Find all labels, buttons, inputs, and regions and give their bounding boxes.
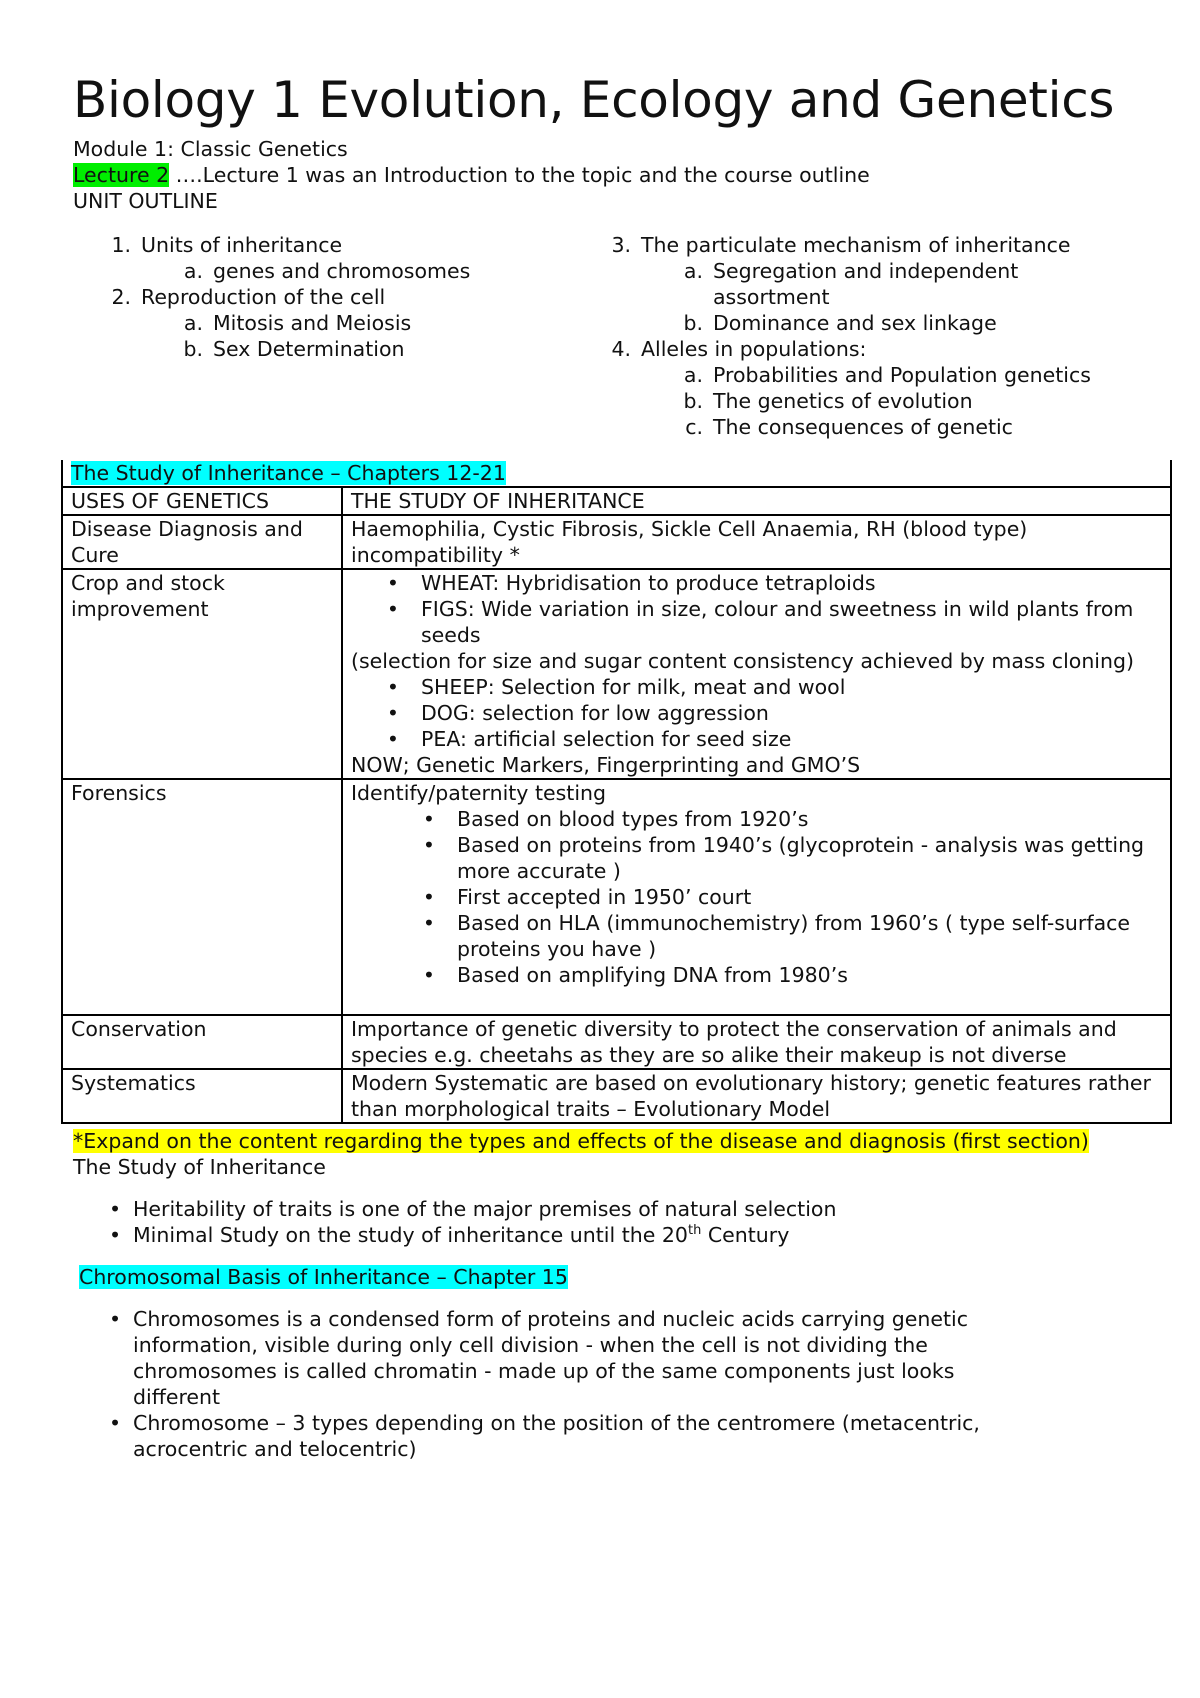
list-item: • Chromosome – 3 types depending on the position of the centromere (metacentric, acrocentric and telocentric) <box>73 1410 1173 1462</box>
list-item: • Heritability of traits is one of the major premises of natural selection <box>73 1196 1173 1222</box>
table-row <box>62 1015 1171 1069</box>
crop-note: (selection for size and sugar content consistency achieved by mass cloning) <box>351 649 1135 673</box>
bullet-icon: • <box>422 833 435 857</box>
list-item: • PEA: artificial selection for seed size <box>351 726 1162 752</box>
unit-outline <box>73 232 1173 440</box>
list-item: • Based on blood types from 1920’s <box>351 806 1162 832</box>
document-page <box>73 70 1173 1462</box>
row-label: Systematics <box>62 1069 342 1123</box>
outline-item: 1. Units of inheritance <box>111 233 343 257</box>
bullet-icon: • <box>422 911 435 935</box>
row-label: Disease Diagnosis and Cure <box>62 515 342 569</box>
table-caption-row <box>62 460 1171 487</box>
bullet-icon: • <box>422 963 435 987</box>
inheritance-table <box>61 460 1172 1124</box>
outline-subitem: a. genes and chromosomes <box>183 259 471 283</box>
outline-right-column <box>573 232 1133 440</box>
outline-item: 3. The particulate mechanism of inheritance <box>611 233 1071 257</box>
outline-subitem: c. The consequences of genetic <box>685 415 1013 439</box>
bullet-icon: • <box>386 597 399 621</box>
bullet-icon: • <box>109 1197 122 1221</box>
bullet-icon: • <box>386 727 399 751</box>
list-item: • Based on amplifying DNA from 1980’s <box>351 962 1162 988</box>
list-item: • WHEAT: Hybridisation to produce tetraploids <box>351 570 1162 596</box>
row-label: Crop and stock improvement <box>62 569 342 779</box>
expand-note: *Expand on the content regarding the types and effects of the disease and diagnosis (first section) <box>73 1129 1089 1153</box>
row-label: Conservation <box>62 1015 342 1069</box>
outline-subitem: b. Sex Determination <box>183 337 405 361</box>
row-content: Importance of genetic diversity to protect the conservation of animals and species e.g. cheetahs as they are so alike their makeup is not diverse <box>342 1015 1171 1069</box>
chromosomal-heading: Chromosomal Basis of Inheritance – Chapter 15 <box>79 1265 568 1289</box>
list-item: • Based on proteins from 1940’s (glycoprotein - analysis was getting more accurate ) <box>351 832 1162 884</box>
chromosomal-heading-block <box>73 1264 1173 1290</box>
row-content: Haemophilia, Cystic Fibrosis, Sickle Cell Anaemia, RH (blood type) incompatibility * <box>342 515 1171 569</box>
bullet-icon: • <box>422 885 435 909</box>
table-row <box>62 1069 1171 1123</box>
outline-subitem: a. Mitosis and Meiosis <box>183 311 412 335</box>
forensics-intro: Identify/paternity testing <box>351 781 607 805</box>
outline-subitem: b. Dominance and sex linkage <box>683 311 997 335</box>
list-item: • FIGS: Wide variation in size, colour and sweetness in wild plants from seeds <box>351 596 1162 648</box>
bullet-icon: • <box>109 1411 122 1435</box>
bullet-icon: • <box>386 701 399 725</box>
row-content <box>342 569 1171 779</box>
bullet-icon: • <box>386 571 399 595</box>
module-line: Module 1: Classic Genetics <box>73 137 348 161</box>
table-row <box>62 515 1171 569</box>
expand-note-block <box>73 1128 1173 1154</box>
outline-subitem: b. The genetics of evolution <box>683 389 973 413</box>
list-item: • Based on HLA (immunochemistry) from 1960’s ( type self-surface proteins you have ) <box>351 910 1162 962</box>
row-content: Modern Systematic are based on evolutionary history; genetic features rather than morphological traits – Evolutionary Model <box>342 1069 1171 1123</box>
unit-outline-label: UNIT OUTLINE <box>73 189 218 213</box>
row-content <box>342 779 1171 1015</box>
study-heading: The Study of Inheritance <box>73 1155 326 1179</box>
header-uses: USES OF GENETICS <box>62 487 342 515</box>
row-label: Forensics <box>62 779 342 1015</box>
lecture-note: ….Lecture 1 was an Introduction to the topic and the course outline <box>169 163 870 187</box>
outline-item: 2. Reproduction of the cell <box>111 285 386 309</box>
outline-item: 4. Alleles in populations: <box>611 337 867 361</box>
outline-subitem: a. Segregation and independent assortment <box>683 259 1019 309</box>
header-study: THE STUDY OF INHERITANCE <box>342 487 1171 515</box>
study-bullet-list <box>73 1196 1173 1248</box>
table-row <box>62 779 1171 1015</box>
bullet-icon: • <box>422 807 435 831</box>
table-header-row <box>62 487 1171 515</box>
bullet-icon: • <box>386 675 399 699</box>
crop-now: NOW; Genetic Markers, Fingerprinting and GMO’S <box>351 753 861 777</box>
document-title: Biology 1 Evolution, Ecology and Genetics <box>73 71 1115 129</box>
list-item: • First accepted in 1950’ court <box>351 884 1162 910</box>
list-item: • SHEEP: Selection for milk, meat and wool <box>351 674 1162 700</box>
table-caption: The Study of Inheritance – Chapters 12-21 <box>71 461 506 485</box>
list-item: • DOG: selection for low aggression <box>351 700 1162 726</box>
table-row <box>62 569 1171 779</box>
list-item: • Chromosomes is a condensed form of proteins and nucleic acids carrying genetic information, visible during only cell division - when the cell is not dividing the chromosomes is called chromatin - made up of the same components just looks different <box>73 1306 1173 1410</box>
list-item: • Minimal Study on the study of inheritance until the 20th Century <box>73 1222 1173 1248</box>
lecture-tag: Lecture 2 <box>73 163 170 187</box>
outline-left-column <box>73 232 573 440</box>
outline-subitem: a. Probabilities and Population genetics <box>683 363 1091 387</box>
lecture-line <box>73 162 1173 188</box>
chromosomal-bullet-list <box>73 1306 1173 1462</box>
bullet-icon: • <box>109 1307 122 1331</box>
bullet-icon: • <box>109 1223 122 1247</box>
